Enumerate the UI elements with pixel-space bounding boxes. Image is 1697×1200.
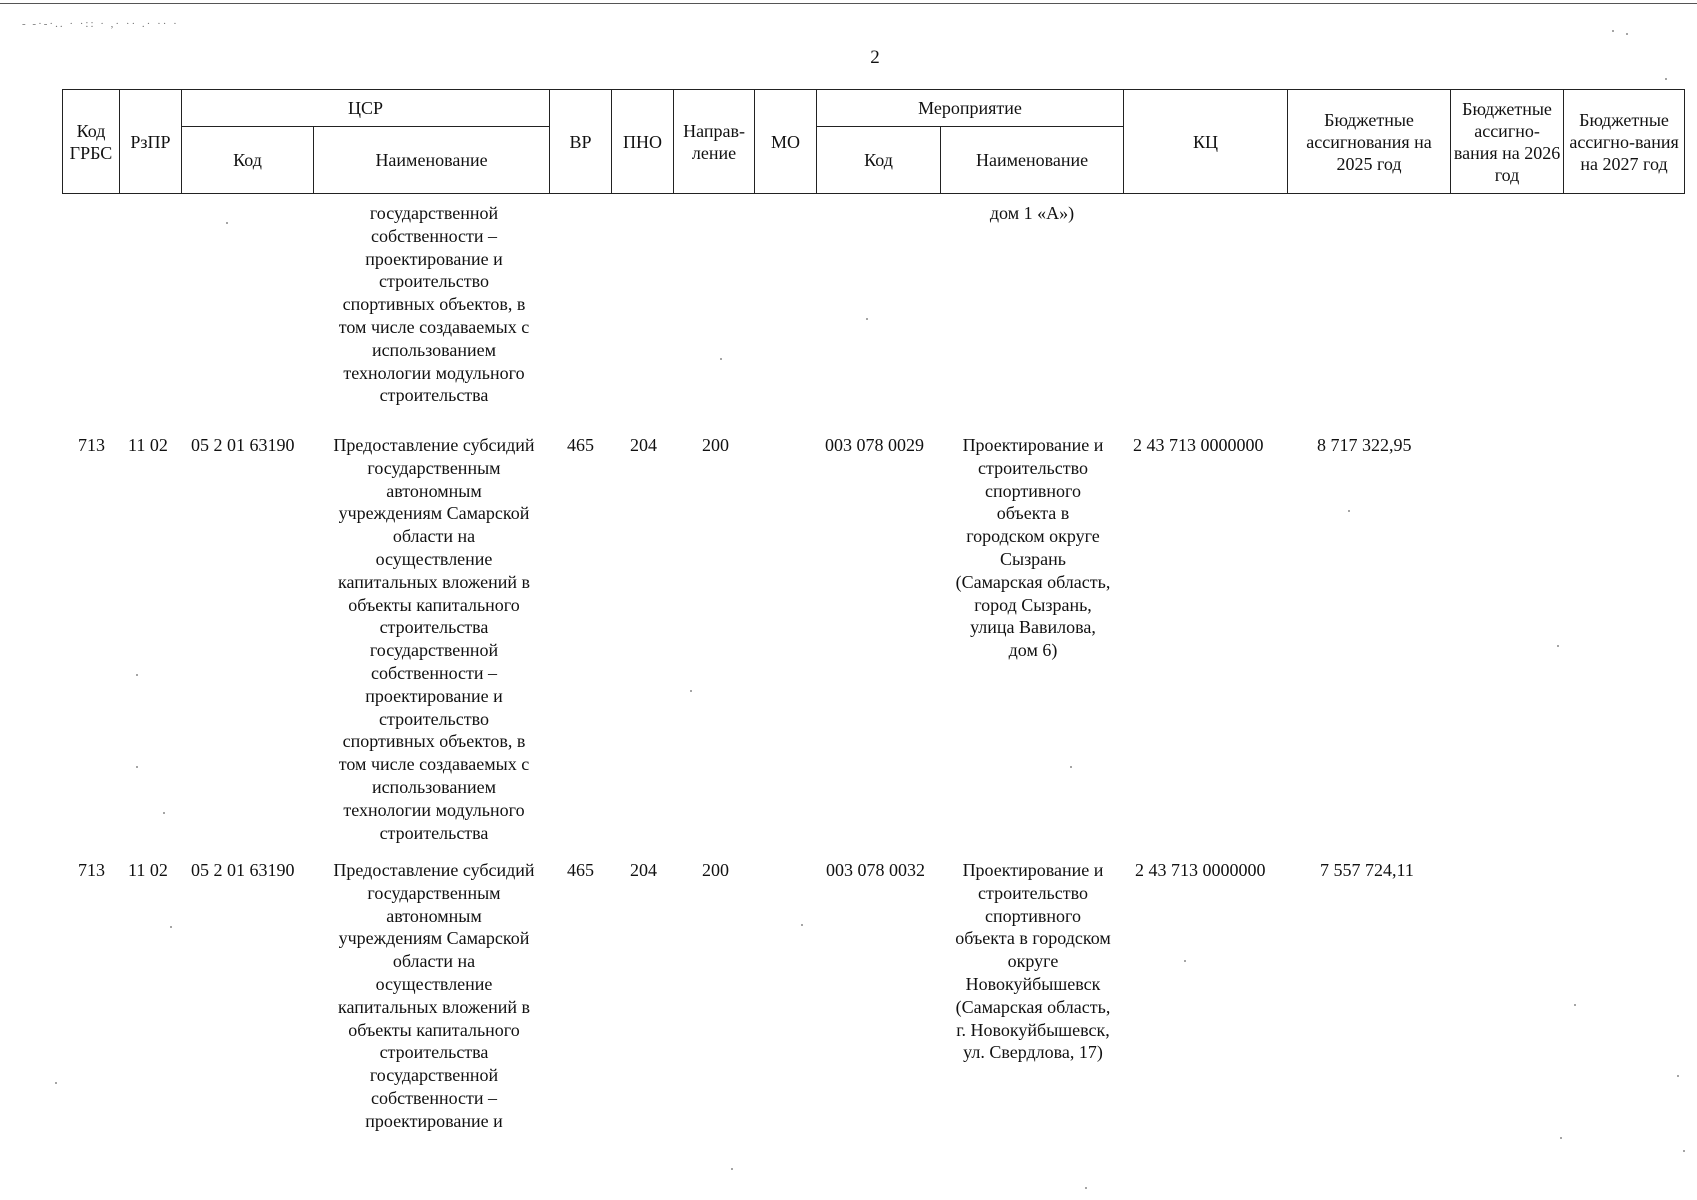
header-mer-name: Наименование — [941, 127, 1124, 194]
header-napravlenie: Направ-ление — [674, 90, 755, 194]
cell-csr-name: Предоставление субсидий государственным автономным учреждениям Самарской области на осуществление капитальных вложений в объекты капитального строительства государственной собственности – проектирование и строительство спортивных объектов, в том числе создаваемых с использованием технологии модульного строительства — [333, 435, 535, 843]
cell-mer-name: Проектирование и строительство спортивного объекта в городском округе Сызрань (Самарская область, город Сызрань, улица Вавилова, дом 6) — [955, 435, 1111, 661]
cell-kc: 2 43 713 0000000 — [1135, 860, 1266, 880]
scan-speck — [136, 766, 138, 768]
cell-mer-name: Проектирование и строительство спортивного объекта в городском округе Новокуйбышевск (Самарская область, г. Новокуйбышевск, ул. Свердлова, 17) — [955, 860, 1111, 1063]
scan-speck — [731, 1168, 733, 1170]
header-kod-grbs: Код ГРБС — [63, 90, 120, 194]
cell-pno: 204 — [630, 435, 657, 455]
cell-kc: 2 43 713 0000000 — [1133, 435, 1264, 455]
page-number: 2 — [870, 47, 880, 68]
scan-speck — [1557, 645, 1559, 647]
cell-kod-grbs: 713 — [78, 860, 105, 880]
header-csr-name: Наименование — [314, 127, 550, 194]
scan-speck — [163, 812, 165, 814]
cell-napravlenie: 200 — [702, 435, 729, 455]
scan-speck — [1070, 766, 1072, 768]
header-csr-kod: Код — [182, 127, 314, 194]
header-vr: ВР — [550, 90, 612, 194]
scan-speck — [1683, 1150, 1685, 1152]
cell-kod-grbs: 713 — [78, 435, 105, 455]
scan-speck — [55, 1082, 57, 1084]
header-csr: ЦСР — [182, 90, 550, 127]
cell-napravlenie: 200 — [702, 860, 729, 880]
header-mer-kod: Код — [817, 127, 941, 194]
scan-artifact: - -·-·.. · ·:: · ,· ·· .· ·· · — [22, 18, 179, 30]
header-ba-2025: Бюджетные ассигнования на 2025 год — [1288, 90, 1451, 194]
scan-speck — [226, 222, 228, 224]
cell-mer-kod: 003 078 0032 — [826, 860, 925, 880]
scan-speck — [1612, 30, 1614, 32]
scan-speck — [720, 358, 722, 360]
header-mo: МО — [755, 90, 817, 194]
scan-speck — [1085, 1187, 1087, 1189]
table-header — [62, 89, 1685, 194]
header-ba-2026: Бюджетные ассигно-вания на 2026 год — [1451, 90, 1564, 194]
cell-mer-kod: 003 078 0029 — [825, 435, 924, 455]
scan-speck — [1348, 510, 1350, 512]
scan-speck — [801, 924, 803, 926]
cell-pno: 204 — [630, 860, 657, 880]
cell-csr-name: Предоставление субсидий государственным автономным учреждениям Самарской области на осуществление капитальных вложений в объекты капитального строительства государственной собственности – проектирование и — [333, 860, 535, 1131]
cell-vr: 465 — [567, 435, 594, 455]
scan-speck — [136, 674, 138, 676]
header-kc: КЦ — [1124, 90, 1288, 194]
scan-speck — [1574, 1004, 1576, 1006]
cell-rzpr: 11 02 — [128, 435, 168, 455]
cell-vr: 465 — [567, 860, 594, 880]
scan-speck — [866, 318, 868, 320]
scan-speck — [690, 690, 692, 692]
header-meropriyatie: Мероприятие — [817, 90, 1124, 127]
header-rzpr: РзПР — [120, 90, 182, 194]
cell-csr-kod: 05 2 01 63190 — [191, 435, 295, 455]
cell-rzpr: 11 02 — [128, 860, 168, 880]
cell-csr-kod: 05 2 01 63190 — [191, 860, 295, 880]
continuation-csr-name: государственной собственности – проектирование и строительство спортивных объектов, в том числе создаваемых с использованием технологии модульного строительства — [338, 203, 530, 406]
scan-speck — [1560, 1137, 1562, 1139]
cell-ba-2025: 7 557 724,11 — [1320, 860, 1414, 880]
header-ba-2027: Бюджетные ассигно-вания на 2027 год — [1564, 90, 1685, 194]
header-pno: ПНО — [612, 90, 674, 194]
scan-speck — [1626, 33, 1628, 35]
scan-speck — [1184, 960, 1186, 962]
cell-ba-2025: 8 717 322,95 — [1317, 435, 1412, 455]
scan-speck — [1665, 78, 1667, 80]
scan-speck — [1677, 1075, 1679, 1077]
scan-speck — [170, 926, 172, 928]
top-border-line — [0, 3, 1697, 4]
continuation-mer-name: дом 1 «А») — [989, 203, 1075, 223]
